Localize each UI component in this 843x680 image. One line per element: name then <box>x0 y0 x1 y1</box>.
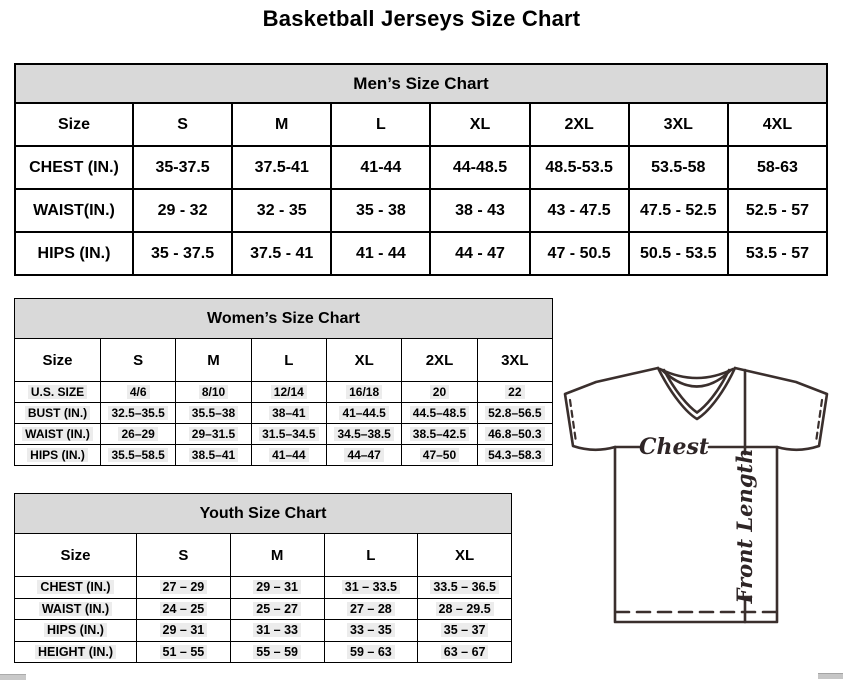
size-header-cell <box>324 534 418 577</box>
cell-text: L <box>375 115 386 133</box>
youth-size-chart-table <box>14 493 512 663</box>
cell-text: 12/14 <box>271 385 307 399</box>
size-value-cell <box>430 146 529 189</box>
cell-text: XL <box>354 351 374 369</box>
cell-text: 22 <box>505 385 524 399</box>
size-header-cell <box>251 339 326 382</box>
cell-text: 35.5–58.5 <box>108 448 167 462</box>
cell-text: 37.5-41 <box>254 158 309 176</box>
cell-text: 4XL <box>762 115 793 133</box>
size-header-cell <box>629 103 728 146</box>
table-title <box>15 64 827 103</box>
cell-text: 51 – 55 <box>160 645 208 659</box>
row-label-cell <box>15 403 101 424</box>
size-header-cell <box>15 103 133 146</box>
table-caption-row <box>15 64 827 103</box>
cell-text: 48.5-53.5 <box>545 158 613 176</box>
cell-text: 8/10 <box>199 385 228 399</box>
cell-text: WAIST (IN.) <box>39 602 112 616</box>
size-header-row <box>15 103 827 146</box>
cell-text: 53.5-58 <box>651 158 706 176</box>
size-header-cell <box>331 103 430 146</box>
size-header-cell <box>232 103 331 146</box>
size-value-cell <box>629 232 728 275</box>
measurement-row <box>15 620 512 642</box>
size-value-cell <box>101 424 176 445</box>
size-value-cell <box>101 382 176 403</box>
cell-text: M <box>275 115 289 133</box>
cell-text: Youth Size Chart <box>199 504 327 522</box>
cell-text: 44–47 <box>344 448 383 462</box>
row-label-cell <box>15 189 133 232</box>
cell-text: 41–44 <box>269 448 308 462</box>
size-header-cell <box>230 534 324 577</box>
cell-text: HIPS (IN.) <box>44 623 107 637</box>
cell-text: 29 – 31 <box>160 623 208 637</box>
cell-text: 43 - 47.5 <box>547 201 611 219</box>
size-value-cell <box>402 382 477 403</box>
size-value-cell <box>402 424 477 445</box>
measurement-row <box>15 189 827 232</box>
measurement-row <box>15 146 827 189</box>
size-value-cell <box>326 382 401 403</box>
cell-text: 35 - 37.5 <box>150 244 215 262</box>
cell-text: 41–44.5 <box>339 406 388 420</box>
row-label-cell <box>15 146 133 189</box>
cell-text: 20 <box>430 385 449 399</box>
cell-text: S <box>133 351 144 369</box>
cell-text: 46.8–50.3 <box>485 427 544 441</box>
size-value-cell <box>251 403 326 424</box>
size-header-row <box>15 339 553 382</box>
cell-text: 59 – 63 <box>347 645 395 659</box>
cell-text: 44-48.5 <box>452 158 508 176</box>
size-value-cell <box>324 577 418 599</box>
size-header-cell <box>15 339 101 382</box>
cell-text: L <box>366 546 376 564</box>
cell-text: 47 - 50.5 <box>547 244 611 262</box>
cell-text: 28 – 29.5 <box>436 602 494 616</box>
cell-text: 16/18 <box>346 385 382 399</box>
size-value-cell <box>418 598 512 620</box>
womens-size-chart-table <box>14 298 553 466</box>
size-value-cell <box>430 189 529 232</box>
size-value-cell <box>418 620 512 642</box>
size-header-cell <box>15 534 137 577</box>
cell-text: 35 - 38 <box>355 201 406 219</box>
cell-text: HIPS (IN.) <box>27 448 88 462</box>
cell-text: 63 – 67 <box>441 645 489 659</box>
size-value-cell <box>326 403 401 424</box>
cell-text: WAIST(IN.) <box>33 201 115 219</box>
table-caption-row <box>15 299 553 339</box>
row-label-cell <box>15 620 137 642</box>
cell-text: 35 – 37 <box>441 623 489 637</box>
cell-text: 41 - 44 <box>355 244 406 262</box>
measurement-row <box>15 232 827 275</box>
size-value-cell <box>230 641 324 663</box>
cell-text: Size <box>42 351 73 369</box>
size-header-cell <box>137 534 231 577</box>
size-value-cell <box>232 232 331 275</box>
cell-text: 55 – 59 <box>253 645 301 659</box>
cell-text: BUST (IN.) <box>25 406 90 420</box>
size-value-cell <box>331 232 430 275</box>
row-label-cell <box>15 382 101 403</box>
size-value-cell <box>251 445 326 466</box>
cell-text: 3XL <box>501 351 529 369</box>
cell-text: 29 - 32 <box>157 201 208 219</box>
cell-text: 27 – 28 <box>347 602 395 616</box>
row-label-cell <box>15 424 101 445</box>
size-value-cell <box>251 424 326 445</box>
cell-text: 44.5–48.5 <box>410 406 469 420</box>
size-value-cell <box>402 403 477 424</box>
cell-text: 32.5–35.5 <box>108 406 167 420</box>
size-value-cell <box>137 577 231 599</box>
jersey-outline-icon <box>565 368 827 622</box>
row-label-cell <box>15 641 137 663</box>
cell-text: 31 – 33.5 <box>342 580 400 594</box>
cell-text: 25 – 27 <box>253 602 301 616</box>
size-value-cell <box>728 189 827 232</box>
measurement-row <box>15 598 512 620</box>
cell-text: 47–50 <box>420 448 459 462</box>
size-value-cell <box>477 424 552 445</box>
cell-text: 33 – 35 <box>347 623 395 637</box>
size-header-cell <box>477 339 552 382</box>
size-header-cell <box>418 534 512 577</box>
scrollbar-fragment-right[interactable] <box>818 673 843 679</box>
size-value-cell <box>728 146 827 189</box>
size-header-row <box>15 534 512 577</box>
size-value-cell <box>629 146 728 189</box>
row-label-cell <box>15 445 101 466</box>
page-title: Basketball Jerseys Size Chart <box>262 6 581 31</box>
size-header-cell <box>430 103 529 146</box>
cell-text: XL <box>455 546 475 564</box>
chest-label: Chest <box>638 434 710 460</box>
cell-text: 50.5 - 53.5 <box>640 244 717 262</box>
measurement-row <box>15 403 553 424</box>
cell-text: 58-63 <box>756 158 798 176</box>
size-value-cell <box>331 146 430 189</box>
size-value-cell <box>326 445 401 466</box>
cell-text: HEIGHT (IN.) <box>35 645 116 659</box>
cell-text: HIPS (IN.) <box>37 244 111 262</box>
size-value-cell <box>230 620 324 642</box>
cell-text: 53.5 - 57 <box>745 244 809 262</box>
cell-text: 27 – 29 <box>160 580 208 594</box>
cell-text: CHEST (IN.) <box>37 580 113 594</box>
row-label-cell <box>15 232 133 275</box>
size-header-cell <box>133 103 232 146</box>
size-value-cell <box>324 620 418 642</box>
size-header-cell <box>101 339 176 382</box>
size-header-cell <box>530 103 629 146</box>
size-value-cell <box>629 189 728 232</box>
cell-text: WAIST (IN.) <box>22 427 93 441</box>
measurement-row <box>15 641 512 663</box>
cell-text: 47.5 - 52.5 <box>640 201 717 219</box>
size-value-cell <box>176 403 251 424</box>
cell-text: 37.5 - 41 <box>250 244 314 262</box>
cell-text: 3XL <box>663 115 693 133</box>
size-value-cell <box>530 146 629 189</box>
cell-text: 26–29 <box>118 427 157 441</box>
size-value-cell <box>176 382 251 403</box>
size-value-cell <box>133 232 232 275</box>
size-value-cell <box>101 445 176 466</box>
cell-text: Size <box>60 546 91 564</box>
measurement-row <box>15 577 512 599</box>
jersey-measurement-diagram <box>556 356 836 628</box>
cell-text: 35-37.5 <box>155 158 210 176</box>
size-value-cell <box>477 445 552 466</box>
cell-text: 52.8–56.5 <box>485 406 544 420</box>
measurement-row <box>15 445 553 466</box>
table-caption-row <box>15 494 512 534</box>
size-value-cell <box>232 146 331 189</box>
size-value-cell <box>728 232 827 275</box>
cell-text: 24 – 25 <box>160 602 208 616</box>
size-value-cell <box>137 641 231 663</box>
cell-text: M <box>270 546 284 564</box>
cell-text: U.S. SIZE <box>28 385 87 399</box>
cell-text: 29 – 31 <box>253 580 301 594</box>
table-title <box>15 299 553 339</box>
cell-text: 54.3–58.3 <box>485 448 544 462</box>
cell-text: 32 - 35 <box>256 201 307 219</box>
cell-text: M <box>207 351 220 369</box>
cell-text: L <box>284 351 294 369</box>
size-value-cell <box>477 403 552 424</box>
cell-text: XL <box>469 115 491 133</box>
cell-text: 2XL <box>425 351 454 369</box>
cell-text: S <box>177 115 188 133</box>
mens-size-chart-table <box>14 63 828 276</box>
size-value-cell <box>133 189 232 232</box>
measurement-row <box>15 382 553 403</box>
cell-text: 38 - 43 <box>455 201 505 219</box>
cell-text: 29–31.5 <box>189 427 238 441</box>
size-header-cell <box>176 339 251 382</box>
size-value-cell <box>418 577 512 599</box>
size-value-cell <box>137 620 231 642</box>
cell-text: 52.5 - 57 <box>745 201 809 219</box>
cell-text: Women’s Size Chart <box>207 309 360 327</box>
cell-text: S <box>178 546 189 564</box>
size-header-cell <box>326 339 401 382</box>
cell-text: 35.5–38 <box>189 406 238 420</box>
cell-text: 4/6 <box>127 385 150 399</box>
cell-text: 31.5–34.5 <box>259 427 318 441</box>
size-header-cell <box>728 103 827 146</box>
cell-text: 31 – 33 <box>253 623 301 637</box>
size-value-cell <box>326 424 401 445</box>
size-value-cell <box>530 189 629 232</box>
cell-text: Men’s Size Chart <box>353 73 489 93</box>
cell-text: CHEST (IN.) <box>29 158 119 176</box>
size-value-cell <box>230 577 324 599</box>
size-value-cell <box>176 424 251 445</box>
table-title <box>15 494 512 534</box>
cell-text: 41-44 <box>360 158 402 176</box>
scrollbar-fragment-left[interactable] <box>0 674 26 680</box>
cell-text: 33.5 – 36.5 <box>430 580 499 594</box>
size-value-cell <box>251 382 326 403</box>
cell-text: Size <box>57 115 90 133</box>
cell-text: 38–41 <box>269 406 308 420</box>
size-value-cell <box>331 189 430 232</box>
size-value-cell <box>232 189 331 232</box>
size-value-cell <box>530 232 629 275</box>
size-value-cell <box>418 641 512 663</box>
size-value-cell <box>430 232 529 275</box>
cell-text: 34.5–38.5 <box>334 427 393 441</box>
cell-text: 44 - 47 <box>455 244 505 262</box>
row-label-cell <box>15 598 137 620</box>
size-value-cell <box>137 598 231 620</box>
front-length-label: Front Length <box>732 448 757 604</box>
size-value-cell <box>324 598 418 620</box>
measurement-row <box>15 424 553 445</box>
size-value-cell <box>477 382 552 403</box>
size-value-cell <box>133 146 232 189</box>
size-value-cell <box>176 445 251 466</box>
size-value-cell <box>230 598 324 620</box>
size-value-cell <box>324 641 418 663</box>
size-header-cell <box>402 339 477 382</box>
cell-text: 38.5–41 <box>189 448 238 462</box>
cell-text: 2XL <box>564 115 594 133</box>
cell-text: 38.5–42.5 <box>410 427 469 441</box>
row-label-cell <box>15 577 137 599</box>
size-value-cell <box>101 403 176 424</box>
size-value-cell <box>402 445 477 466</box>
